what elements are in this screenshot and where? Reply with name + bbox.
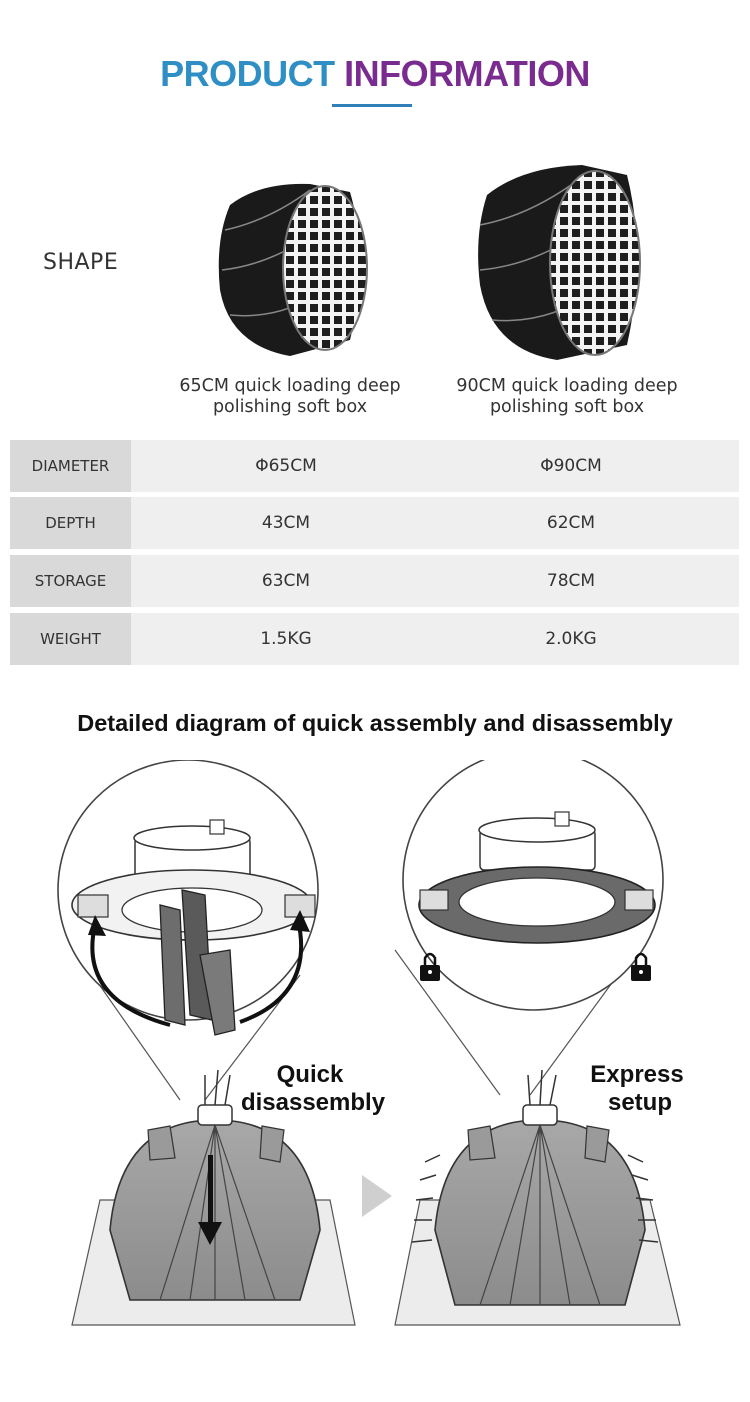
caption-line: 65CM quick loading deep bbox=[179, 376, 401, 396]
spec-label: STORAGE bbox=[10, 555, 131, 607]
product-caption-90 bbox=[432, 376, 702, 418]
spec-value-90: 62CM bbox=[546, 513, 596, 533]
assembly-diagram bbox=[0, 760, 750, 1400]
spec-row-storage bbox=[10, 555, 739, 607]
caption-line: polishing soft box bbox=[212, 397, 368, 417]
softbox-90-image bbox=[462, 155, 652, 365]
spec-label: DEPTH bbox=[10, 497, 131, 549]
diagram-title: Detailed diagram of quick assembly and disassembly bbox=[77, 710, 673, 736]
spec-value-90: 78CM bbox=[546, 571, 596, 591]
spec-values bbox=[131, 497, 739, 549]
spec-value-65: 1.5KG bbox=[260, 629, 312, 649]
title-word-product: PRODUCT bbox=[160, 53, 335, 94]
shape-label: SHAPE bbox=[43, 250, 119, 275]
page-title bbox=[0, 52, 750, 96]
label-quick: Quick bbox=[276, 1061, 344, 1088]
spec-value-90: 2.0KG bbox=[545, 629, 597, 649]
spec-row-depth bbox=[10, 497, 739, 549]
product-caption-65 bbox=[155, 376, 425, 418]
spec-value-65: Φ65CM bbox=[255, 456, 317, 476]
spec-values bbox=[131, 613, 739, 665]
softbox-65-image bbox=[200, 170, 380, 360]
spec-label: WEIGHT bbox=[10, 613, 131, 665]
disassembly-illustration bbox=[58, 760, 386, 1325]
caption-line: polishing soft box bbox=[489, 397, 645, 417]
next-step-arrow-icon bbox=[362, 1175, 392, 1217]
spec-row-diameter bbox=[10, 440, 739, 492]
setup-illustration bbox=[395, 760, 684, 1325]
caption-line: 90CM quick loading deep bbox=[456, 376, 678, 396]
spec-value-65: 63CM bbox=[261, 571, 311, 591]
spec-value-90: Φ90CM bbox=[540, 456, 602, 476]
label-setup: setup bbox=[607, 1089, 673, 1116]
spec-label: DIAMETER bbox=[10, 440, 131, 492]
label-disassembly: disassembly bbox=[240, 1089, 386, 1116]
spec-values bbox=[131, 555, 739, 607]
spec-values bbox=[131, 440, 739, 492]
title-word-information: INFORMATION bbox=[344, 53, 590, 94]
spec-value-65: 43CM bbox=[261, 513, 311, 533]
spec-row-weight bbox=[10, 613, 739, 665]
title-underline bbox=[332, 104, 412, 107]
label-express: Express bbox=[590, 1061, 684, 1088]
